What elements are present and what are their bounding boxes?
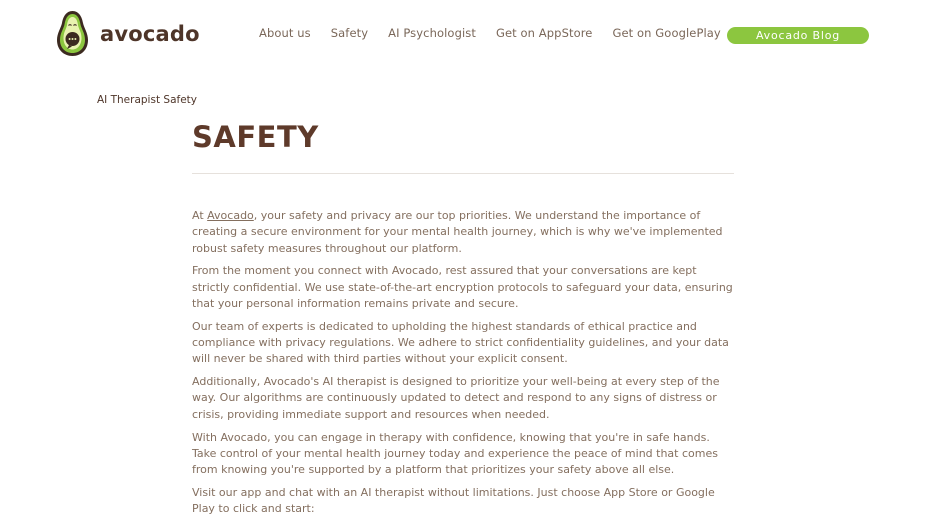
intro-paragraph	[192, 208, 736, 257]
avocado-mascot-icon	[55, 9, 90, 58]
paragraph-confidentiality: From the moment you connect with Avocado, rest assured that your conversations are kept strictly confidential. We use state-of-the-art encryption protocols to safeguard your data, ensuring that your personal information remains private and secure.	[192, 264, 733, 310]
page-title: SAFETY	[192, 120, 319, 154]
title-divider	[192, 173, 734, 174]
breadcrumb: AI Therapist Safety	[97, 94, 197, 106]
brand-logo[interactable]	[55, 9, 200, 58]
paragraph-call-to-action: Visit our app and chat with an AI therapist without limitations. Just choose App Store or Google Play to click and start:	[192, 485, 715, 516]
main-nav	[259, 26, 741, 40]
avocado-link[interactable]: Avocado	[207, 209, 254, 222]
nav-get-on-appstore[interactable]: Get on AppStore	[495, 26, 593, 40]
nav-ai-psychologist[interactable]: AI Psychologist	[388, 26, 476, 40]
paragraph-confidence: With Avocado, you can engage in therapy with confidence, knowing that you're in safe hands. Take control of your mental health journey today and experience the peace of mind that comes from knowing you're supported by a platform that prioritizes your safety above all else.	[192, 430, 718, 477]
main-content	[192, 118, 736, 524]
intro-rest: , your safety and privacy are our top priorities. We understand the importance of creating a secure environment for your mental health journey, which is why we've implemented robust safety measures throughout our platform.	[192, 209, 723, 255]
brand-name: avocado	[100, 21, 200, 46]
paragraph-ai-wellbeing: Additionally, Avocado's AI therapist is designed to prioritize your well-being at every step of the way. Our algorithms are continuously updated to detect and respond to any signs of distress or crisis, providing immediate support and resources when needed.	[192, 375, 720, 421]
article-body	[192, 208, 736, 518]
site-header	[0, 0, 925, 70]
paragraph-experts: Our team of experts is dedicated to upholding the highest standards of ethical practice and compliance with privacy regulations. We adhere to strict confidentiality guidelines, and your data will never be shared with third parties without your explicit consent.	[192, 319, 729, 366]
intro-prefix: At	[192, 209, 208, 222]
avocado-blog-button[interactable]: Avocado Blog	[727, 27, 869, 44]
nav-about-us[interactable]: About us	[259, 26, 311, 40]
nav-safety[interactable]: Safety	[330, 26, 369, 40]
nav-get-on-googleplay[interactable]: Get on GooglePlay	[612, 26, 721, 40]
